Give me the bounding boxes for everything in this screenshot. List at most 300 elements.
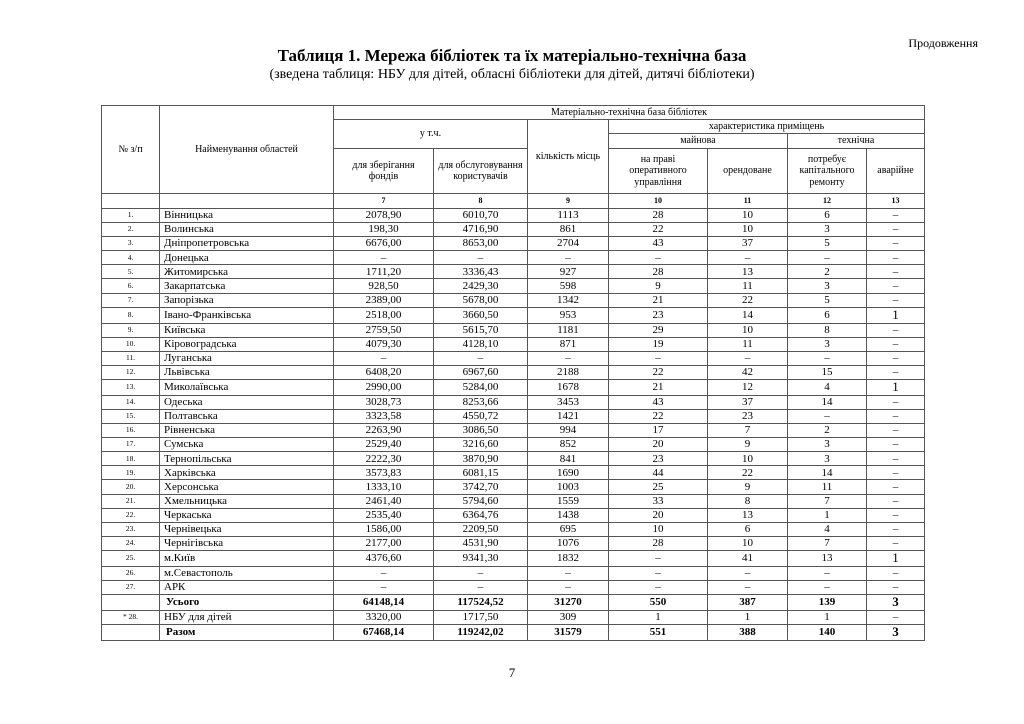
cell-c10: 28 [609, 265, 708, 279]
cell-c13: 3 [867, 595, 925, 611]
column-number: 9 [528, 194, 609, 209]
row-number: 11. [102, 351, 160, 365]
cell-c8: 6081,15 [434, 466, 528, 480]
column-number: 13 [867, 194, 925, 209]
cell-c7: 198,30 [334, 223, 434, 237]
cell-c9: 1690 [528, 466, 609, 480]
cell-c11: 7 [708, 424, 788, 438]
region-name: Сумська [160, 438, 334, 452]
table-row [102, 508, 925, 522]
table-row [102, 580, 925, 594]
table-row [102, 410, 925, 424]
table-row [102, 379, 925, 395]
cell-c10: 21 [609, 379, 708, 395]
cell-c10: 23 [609, 307, 708, 323]
cell-c7: 4376,60 [334, 550, 434, 566]
cell-c7: 6408,20 [334, 365, 434, 379]
cell-c13: – [867, 293, 925, 307]
cell-c12: 3 [788, 337, 867, 351]
cell-c8: – [434, 580, 528, 594]
cell-c13: – [867, 410, 925, 424]
cell-c10: 22 [609, 365, 708, 379]
cell-c10: 25 [609, 480, 708, 494]
cell-c8: 117524,52 [434, 595, 528, 611]
row-number: 3. [102, 237, 160, 251]
table-row [102, 611, 925, 625]
cell-c9: 1559 [528, 494, 609, 508]
region-name: Житомирська [160, 265, 334, 279]
table-row-total [102, 595, 925, 611]
cell-c12: 2 [788, 424, 867, 438]
row-number: 5. [102, 265, 160, 279]
cell-c9: 31579 [528, 625, 609, 641]
cell-c8: 2209,50 [434, 522, 528, 536]
region-name: Закарпатська [160, 279, 334, 293]
cell-c10: 28 [609, 536, 708, 550]
cell-c10: – [609, 251, 708, 265]
cell-c13: – [867, 251, 925, 265]
cell-c12: 15 [788, 365, 867, 379]
cell-c13: – [867, 337, 925, 351]
cell-c11: 10 [708, 209, 788, 223]
cell-c9: – [528, 566, 609, 580]
cell-c13: – [867, 279, 925, 293]
cell-c7: 2389,00 [334, 293, 434, 307]
cell-c7: 3028,73 [334, 395, 434, 409]
cell-c13: – [867, 237, 925, 251]
cell-c11: 8 [708, 494, 788, 508]
region-name: Київська [160, 323, 334, 337]
cell-c9: 1181 [528, 323, 609, 337]
cell-c13: – [867, 223, 925, 237]
cell-c13: – [867, 265, 925, 279]
cell-c8: 5678,00 [434, 293, 528, 307]
column-number: 11 [708, 194, 788, 209]
region-name: Полтавська [160, 410, 334, 424]
region-name: Вінницька [160, 209, 334, 223]
cell-c10: 43 [609, 237, 708, 251]
cell-c12: 11 [788, 480, 867, 494]
cell-c12: 8 [788, 323, 867, 337]
header-repair: потребує капітального ремонту [788, 149, 867, 194]
row-number: 12. [102, 365, 160, 379]
cell-c12: – [788, 580, 867, 594]
table-title: Таблиця 1. Мережа бібліотек та їх матеріально-технічна база [277, 46, 747, 65]
header-service: для обслуговування користувачів [434, 149, 528, 194]
column-number-blank [160, 194, 334, 209]
cell-c11: 388 [708, 625, 788, 641]
cell-c7: 1333,10 [334, 480, 434, 494]
column-number: 7 [334, 194, 434, 209]
cell-c11: – [708, 251, 788, 265]
cell-c12: 3 [788, 223, 867, 237]
row-number: 4. [102, 251, 160, 265]
region-name: Луганська [160, 351, 334, 365]
cell-c10: 1 [609, 611, 708, 625]
cell-c10: 43 [609, 395, 708, 409]
cell-c8: 1717,50 [434, 611, 528, 625]
cell-c11: 37 [708, 395, 788, 409]
cell-c10: 550 [609, 595, 708, 611]
cell-c9: 871 [528, 337, 609, 351]
table-row [102, 466, 925, 480]
region-name: Херсонська [160, 480, 334, 494]
region-name: Львівська [160, 365, 334, 379]
cell-c8: 119242,02 [434, 625, 528, 641]
region-name: Разом [160, 625, 334, 641]
cell-c13: 1 [867, 379, 925, 395]
cell-c10: 17 [609, 424, 708, 438]
column-number: 8 [434, 194, 528, 209]
header-rented: орендоване [708, 149, 788, 194]
cell-c8: 3742,70 [434, 480, 528, 494]
cell-c13: 1 [867, 550, 925, 566]
cell-c12: 3 [788, 438, 867, 452]
cell-c13: – [867, 494, 925, 508]
cell-c13: – [867, 536, 925, 550]
cell-c11: 14 [708, 307, 788, 323]
cell-c10: 9 [609, 279, 708, 293]
row-number: 9. [102, 323, 160, 337]
cell-c7: 2529,40 [334, 438, 434, 452]
cell-c9: 994 [528, 424, 609, 438]
row-number: 25. [102, 550, 160, 566]
table-row [102, 279, 925, 293]
cell-c8: 3870,90 [434, 452, 528, 466]
cell-c10: 10 [609, 522, 708, 536]
cell-c8: 5794,60 [434, 494, 528, 508]
row-number: 13. [102, 379, 160, 395]
cell-c9: – [528, 351, 609, 365]
region-name: Одеська [160, 395, 334, 409]
row-number: 14. [102, 395, 160, 409]
cell-c9: 1832 [528, 550, 609, 566]
cell-c13: – [867, 508, 925, 522]
cell-c12: 14 [788, 395, 867, 409]
region-name: Миколаївська [160, 379, 334, 395]
cell-c12: 139 [788, 595, 867, 611]
cell-c11: 6 [708, 522, 788, 536]
cell-c11: – [708, 580, 788, 594]
cell-c10: 551 [609, 625, 708, 641]
cell-c8: 9341,30 [434, 550, 528, 566]
region-name: Дніпропетровська [160, 237, 334, 251]
header-material-base: Матеріально-технічна база бібліотек [334, 106, 925, 120]
cell-c12: – [788, 251, 867, 265]
cell-c11: 11 [708, 337, 788, 351]
column-number: 12 [788, 194, 867, 209]
cell-c9: 695 [528, 522, 609, 536]
region-name: Хмельницька [160, 494, 334, 508]
libraries-table [101, 105, 925, 641]
header-name: Найменування областей [160, 106, 334, 194]
cell-c10: – [609, 566, 708, 580]
row-number: 7. [102, 293, 160, 307]
table-row [102, 351, 925, 365]
table-header [102, 106, 925, 209]
cell-c11: 10 [708, 536, 788, 550]
cell-c12: 7 [788, 494, 867, 508]
table-row [102, 307, 925, 323]
cell-c9: 1438 [528, 508, 609, 522]
table-row [102, 323, 925, 337]
cell-c8: 5615,70 [434, 323, 528, 337]
region-name: Усього [160, 595, 334, 611]
cell-c9: 3453 [528, 395, 609, 409]
cell-c11: 10 [708, 452, 788, 466]
cell-c7: 3573,83 [334, 466, 434, 480]
cell-c9: 861 [528, 223, 609, 237]
cell-c12: 5 [788, 237, 867, 251]
cell-c11: 387 [708, 595, 788, 611]
cell-c9: 841 [528, 452, 609, 466]
cell-c8: 2429,30 [434, 279, 528, 293]
table-row [102, 438, 925, 452]
row-number: 21. [102, 494, 160, 508]
cell-c7: 2759,50 [334, 323, 434, 337]
region-name: НБУ для дітей [160, 611, 334, 625]
row-number: 10. [102, 337, 160, 351]
table-subtitle: (зведена таблиця: НБУ для дітей, обласні бібліотеки для дітей, дитячі бібліотеки) [269, 67, 755, 82]
cell-c7: – [334, 351, 434, 365]
cell-c13: – [867, 611, 925, 625]
cell-c8: 3660,50 [434, 307, 528, 323]
cell-c8: 3086,50 [434, 424, 528, 438]
cell-c11: 37 [708, 237, 788, 251]
cell-c7: 3320,00 [334, 611, 434, 625]
cell-c7: 1586,00 [334, 522, 434, 536]
cell-c12: 140 [788, 625, 867, 641]
row-number: 27. [102, 580, 160, 594]
row-number: 19. [102, 466, 160, 480]
cell-c8: 8253,66 [434, 395, 528, 409]
table-row [102, 480, 925, 494]
cell-c10: 28 [609, 209, 708, 223]
cell-c12: 7 [788, 536, 867, 550]
cell-c11: 41 [708, 550, 788, 566]
row-number: 2. [102, 223, 160, 237]
header-storage: для зберігання фондів [334, 149, 434, 194]
row-number: * 28. [102, 611, 160, 625]
cell-c10: 22 [609, 223, 708, 237]
cell-c10: 22 [609, 410, 708, 424]
cell-c13: – [867, 351, 925, 365]
header-premises: характеристика приміщень [609, 120, 925, 134]
cell-c13: 3 [867, 625, 925, 641]
cell-c12: 4 [788, 522, 867, 536]
row-number: 23. [102, 522, 160, 536]
cell-c8: 4550,72 [434, 410, 528, 424]
region-name: Донецька [160, 251, 334, 265]
cell-c11: 1 [708, 611, 788, 625]
table-row-total [102, 625, 925, 641]
cell-c11: 13 [708, 265, 788, 279]
cell-c13: – [867, 323, 925, 337]
cell-c12: 3 [788, 279, 867, 293]
cell-c12: 6 [788, 307, 867, 323]
row-number: 18. [102, 452, 160, 466]
cell-c7: – [334, 251, 434, 265]
header-technical: технічна [788, 134, 925, 149]
table-row [102, 293, 925, 307]
cell-c11: 11 [708, 279, 788, 293]
table-row [102, 522, 925, 536]
cell-c7: 2222,30 [334, 452, 434, 466]
cell-c12: 13 [788, 550, 867, 566]
header-no: № з/п [102, 106, 160, 194]
header-incl: у т.ч. [334, 120, 528, 149]
cell-c7: 2177,00 [334, 536, 434, 550]
table-row [102, 265, 925, 279]
cell-c11: 9 [708, 480, 788, 494]
region-name: Чернівецька [160, 522, 334, 536]
cell-c8: 5284,00 [434, 379, 528, 395]
cell-c7: – [334, 566, 434, 580]
cell-c10: 29 [609, 323, 708, 337]
cell-c11: 10 [708, 323, 788, 337]
cell-c9: 1421 [528, 410, 609, 424]
cell-c10: 21 [609, 293, 708, 307]
cell-c8: 6010,70 [434, 209, 528, 223]
cell-c10: 33 [609, 494, 708, 508]
cell-c11: 13 [708, 508, 788, 522]
cell-c7: 2078,90 [334, 209, 434, 223]
row-number: 22. [102, 508, 160, 522]
cell-c9: 1113 [528, 209, 609, 223]
table-row [102, 550, 925, 566]
row-number [102, 595, 160, 611]
table-body [102, 209, 925, 641]
cell-c10: – [609, 550, 708, 566]
row-number: 17. [102, 438, 160, 452]
cell-c9: 2188 [528, 365, 609, 379]
cell-c8: 3336,43 [434, 265, 528, 279]
cell-c9: 1342 [528, 293, 609, 307]
cell-c7: 2990,00 [334, 379, 434, 395]
cell-c7: 67468,14 [334, 625, 434, 641]
region-name: Харківська [160, 466, 334, 480]
region-name: м.Севастополь [160, 566, 334, 580]
cell-c9: 1076 [528, 536, 609, 550]
cell-c13: – [867, 466, 925, 480]
column-number: 10 [609, 194, 708, 209]
cell-c9: – [528, 251, 609, 265]
cell-c13: – [867, 566, 925, 580]
table-row [102, 223, 925, 237]
cell-c13: – [867, 365, 925, 379]
cell-c10: 23 [609, 452, 708, 466]
cell-c13: – [867, 480, 925, 494]
region-name: АРК [160, 580, 334, 594]
cell-c12: – [788, 566, 867, 580]
cell-c11: 42 [708, 365, 788, 379]
cell-c9: 1003 [528, 480, 609, 494]
cell-c12: 4 [788, 379, 867, 395]
cell-c10: – [609, 580, 708, 594]
cell-c11: 22 [708, 466, 788, 480]
cell-c9: 927 [528, 265, 609, 279]
row-number: 15. [102, 410, 160, 424]
header-operative: на праві оперативного управління [609, 149, 708, 194]
row-number: 6. [102, 279, 160, 293]
region-name: м.Київ [160, 550, 334, 566]
column-number-blank [102, 194, 160, 209]
table-row [102, 251, 925, 265]
cell-c11: 9 [708, 438, 788, 452]
table-row [102, 452, 925, 466]
cell-c13: 1 [867, 307, 925, 323]
table-row [102, 365, 925, 379]
cell-c12: 2 [788, 265, 867, 279]
cell-c9: – [528, 580, 609, 594]
region-name: Чернігівська [160, 536, 334, 550]
table-row [102, 237, 925, 251]
cell-c8: – [434, 251, 528, 265]
cell-c11: – [708, 351, 788, 365]
table-row [102, 424, 925, 438]
cell-c8: 4531,90 [434, 536, 528, 550]
cell-c13: – [867, 452, 925, 466]
cell-c7: 4079,30 [334, 337, 434, 351]
table-row [102, 395, 925, 409]
cell-c9: 31270 [528, 595, 609, 611]
header-emergency: аварійне [867, 149, 925, 194]
cell-c8: 6364,76 [434, 508, 528, 522]
page-number: 7 [508, 665, 516, 680]
cell-c9: 598 [528, 279, 609, 293]
cell-c8: 3216,60 [434, 438, 528, 452]
cell-c8: 4716,90 [434, 223, 528, 237]
row-number [102, 625, 160, 641]
row-number: 16. [102, 424, 160, 438]
cell-c12: 1 [788, 611, 867, 625]
continued-label: Продовження [908, 36, 978, 50]
cell-c13: – [867, 209, 925, 223]
cell-c13: – [867, 580, 925, 594]
region-name: Кіровоградська [160, 337, 334, 351]
cell-c11: 12 [708, 379, 788, 395]
row-number: 26. [102, 566, 160, 580]
cell-c8: – [434, 351, 528, 365]
cell-c12: – [788, 410, 867, 424]
cell-c12: 14 [788, 466, 867, 480]
table-row [102, 566, 925, 580]
cell-c11: 23 [708, 410, 788, 424]
cell-c13: – [867, 438, 925, 452]
cell-c12: 3 [788, 452, 867, 466]
table-row [102, 494, 925, 508]
cell-c7: 928,50 [334, 279, 434, 293]
table-row [102, 337, 925, 351]
row-number: 8. [102, 307, 160, 323]
table-row [102, 209, 925, 223]
header-property: майнова [609, 134, 788, 149]
cell-c11: – [708, 566, 788, 580]
cell-c10: 20 [609, 508, 708, 522]
cell-c8: 8653,00 [434, 237, 528, 251]
cell-c7: 3323,58 [334, 410, 434, 424]
cell-c9: 2704 [528, 237, 609, 251]
region-name: Волинська [160, 223, 334, 237]
cell-c8: 4128,10 [434, 337, 528, 351]
cell-c10: 20 [609, 438, 708, 452]
cell-c8: 6967,60 [434, 365, 528, 379]
row-number: 24. [102, 536, 160, 550]
row-number: 20. [102, 480, 160, 494]
cell-c12: 6 [788, 209, 867, 223]
region-name: Рівненська [160, 424, 334, 438]
header-seats: кількість місць [528, 120, 609, 194]
